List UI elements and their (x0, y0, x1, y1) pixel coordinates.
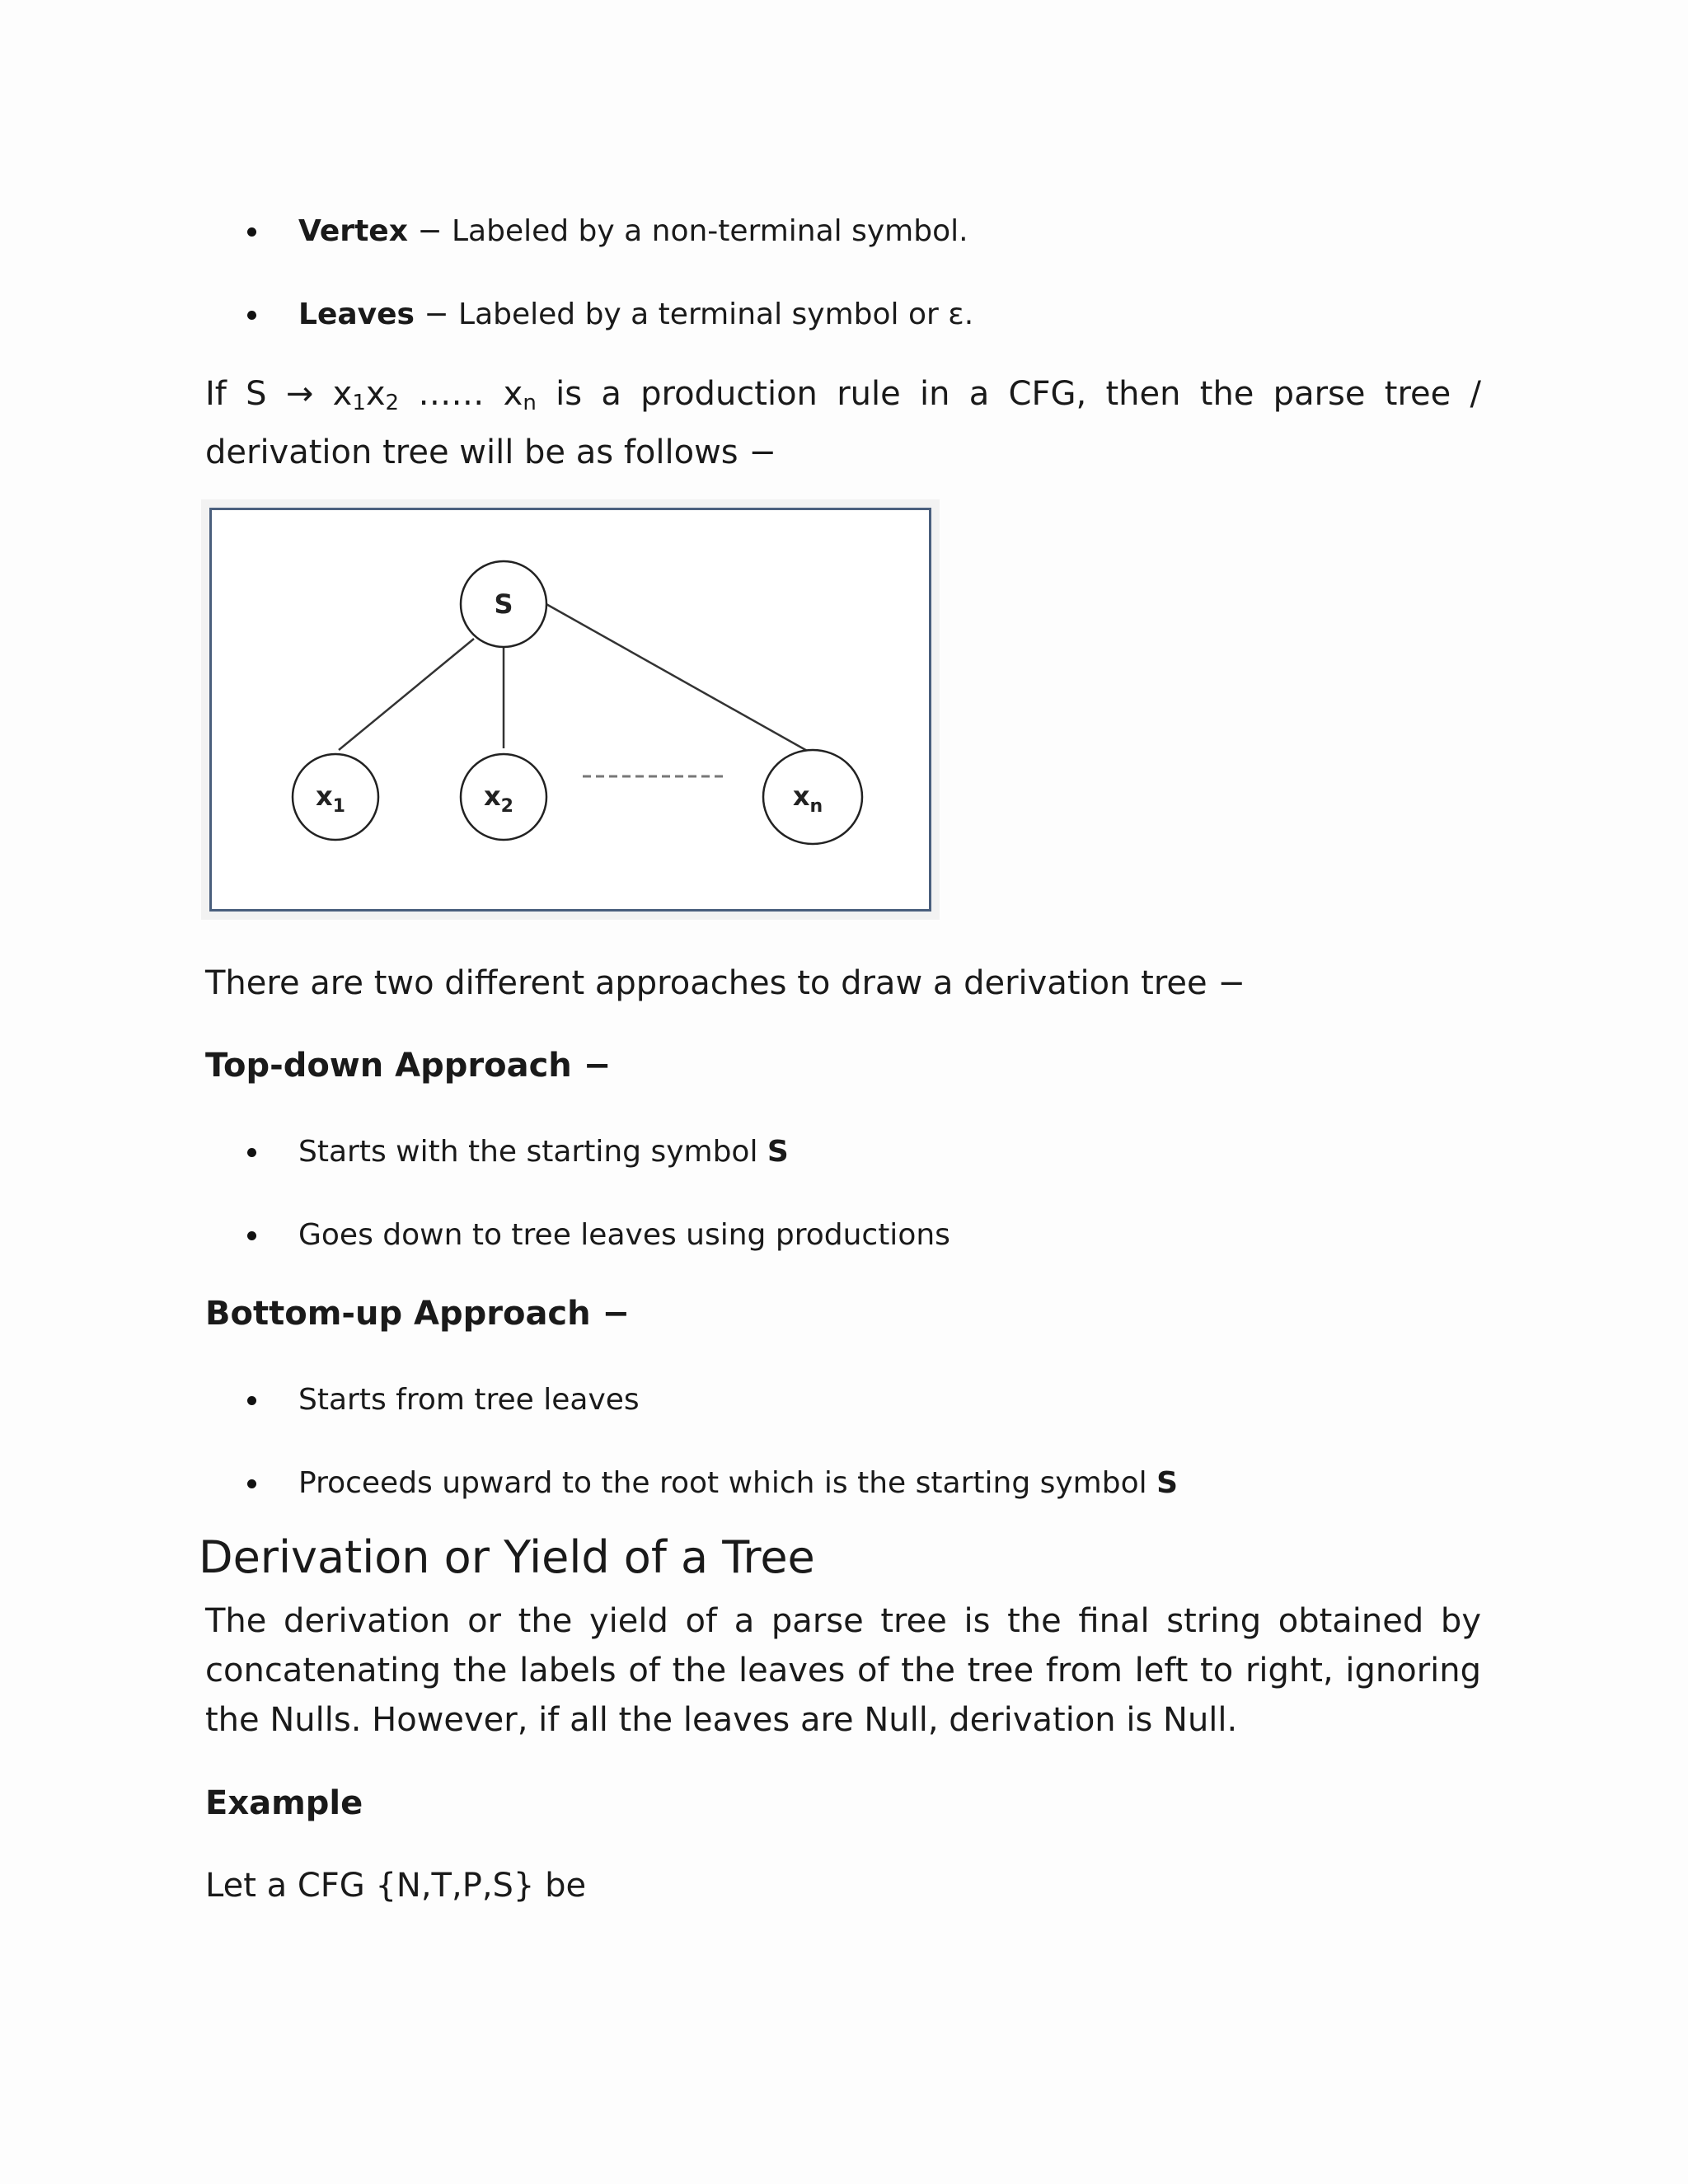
item-bold: S (767, 1135, 789, 1169)
leaf-subscript: n (809, 796, 823, 817)
root-label: S (494, 588, 513, 620)
item-text: Goes down to tree leaves using productions (298, 1218, 950, 1252)
bullet-description: − Labeled by a non-terminal symbol. (407, 214, 968, 248)
top-down-item (298, 1217, 950, 1254)
leaf-letter: x (316, 780, 333, 812)
item-text: Starts with the starting symbol (298, 1135, 767, 1169)
bullet-leaves (298, 297, 973, 333)
paragraph-line: Let a CFG {N,T,P,S} be (205, 1867, 587, 1905)
paragraph-line: derivation tree will be as follows − (205, 434, 776, 471)
bullet-description: − Labeled by a terminal symbol or ε. (414, 298, 974, 331)
bullet-dot (247, 311, 256, 320)
subscript: n (523, 391, 537, 415)
text-fragment: …… x (399, 375, 523, 413)
paragraph-line: the Nulls. However, if all the leaves are Null, derivation is Null. (205, 1701, 1238, 1739)
leaf-subscript: 2 (500, 796, 513, 817)
parse-tree-figure (209, 508, 931, 912)
parse-tree-svg (212, 510, 929, 909)
bullet-dot (247, 1231, 256, 1240)
bullet-dot (247, 1396, 256, 1405)
yield-paragraph (205, 1596, 1481, 1745)
paragraph-line: There are two different approaches to draw a derivation tree − (205, 964, 1245, 1002)
paragraph-line: concatenating the labels of the leaves of the tree from left to right, ignoring (205, 1652, 1481, 1690)
bullet-dot (247, 1148, 256, 1157)
bullet-vertex (298, 213, 968, 250)
example-paragraph (205, 1861, 1481, 1910)
example-heading: Example (205, 1784, 363, 1822)
bullet-dot (247, 227, 256, 237)
bullet-term: Leaves (298, 298, 415, 331)
leaf-letter: x (484, 780, 501, 812)
top-down-heading: Top-down Approach − (205, 1047, 612, 1085)
leaf-subscript: 1 (332, 796, 345, 817)
item-text: Proceeds upward to the root which is the starting symbol (298, 1466, 1157, 1500)
bottom-up-heading: Bottom-up Approach − (205, 1295, 631, 1333)
item-text: Starts from tree leaves (298, 1383, 640, 1417)
top-down-item (298, 1134, 789, 1170)
text-fragment: If S → x (205, 375, 353, 413)
bottom-up-item (298, 1465, 1178, 1502)
approaches-intro (205, 958, 1481, 1008)
production-paragraph (205, 369, 1481, 477)
subscript: 2 (385, 391, 400, 415)
bottom-up-item (298, 1382, 640, 1418)
bullet-dot (247, 1479, 256, 1488)
text-fragment: is a production rule in a CFG, then the parse tree / (536, 375, 1481, 413)
bullet-term: Vertex (298, 214, 408, 248)
tree-edge (545, 603, 816, 756)
leaf-letter: x (792, 780, 810, 812)
item-bold: S (1156, 1466, 1179, 1500)
subscript: 1 (352, 391, 366, 415)
section-title: Derivation or Yield of a Tree (199, 1531, 815, 1583)
tree-edge (339, 639, 474, 750)
paragraph-line: The derivation or the yield of a parse tree is the final string obtained by (205, 1602, 1481, 1640)
text-fragment: x (365, 375, 386, 413)
paragraph-line (205, 369, 1481, 428)
